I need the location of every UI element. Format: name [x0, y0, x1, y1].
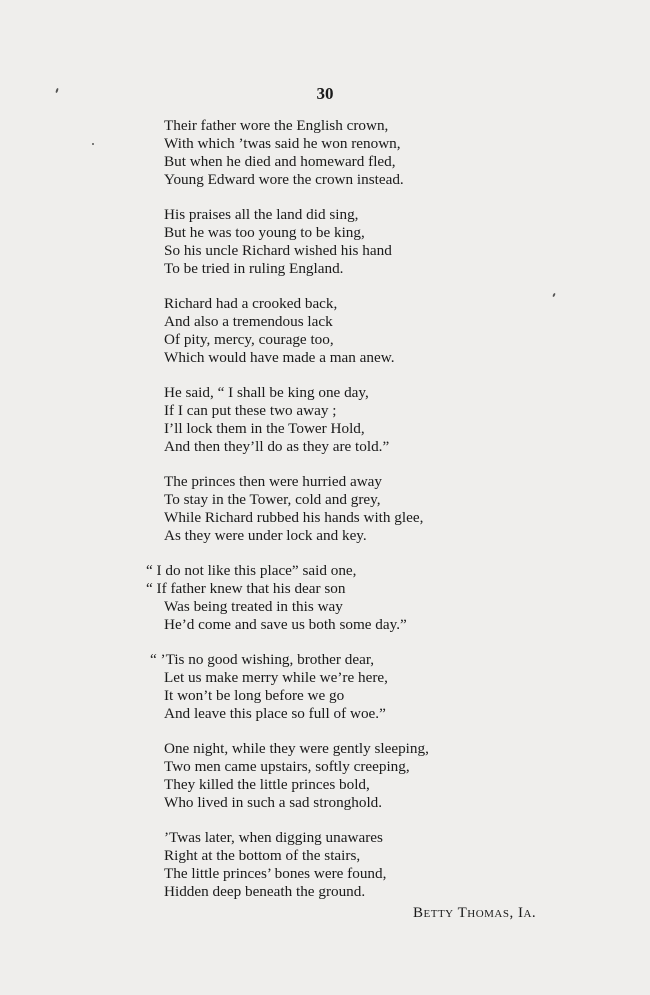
poem-line: The little princes’ bones were found, — [164, 865, 387, 882]
poem-line: Right at the bottom of the stairs, — [164, 847, 361, 864]
poem-line: “ I do not like this place” said one, — [146, 562, 357, 579]
poem-line: Let us make merry while we’re here, — [164, 669, 388, 686]
stanza — [146, 473, 586, 545]
stanza — [146, 829, 586, 901]
poem-line: One night, while they were gently sleeping, — [164, 740, 429, 757]
author-signature: Betty Thomas, Ia. — [413, 905, 537, 921]
stanza — [146, 562, 586, 634]
poem-line: ’Twas later, when digging unawares — [164, 829, 383, 846]
poem-line: And then they’ll do as they are told.” — [164, 438, 390, 455]
poem-line: Their father wore the English crown, — [164, 117, 389, 134]
poem-line: But when he died and homeward fled, — [164, 153, 396, 170]
poem-line: “ ’Tis no good wishing, brother dear, — [150, 651, 375, 668]
poem-line: So his uncle Richard wished his hand — [164, 242, 392, 259]
page-number: 30 — [316, 84, 334, 103]
poem-line: Was being treated in this way — [164, 598, 343, 615]
stanza — [146, 651, 586, 723]
poem-line: Of pity, mercy, courage too, — [164, 331, 334, 348]
poem — [146, 117, 586, 918]
poem-line: And leave this place so full of woe.” — [164, 705, 386, 722]
stanza — [146, 384, 586, 456]
poem-line: While Richard rubbed his hands with glee, — [164, 509, 424, 526]
stanza — [146, 117, 586, 189]
poem-line: Two men came upstairs, softly creeping, — [164, 758, 410, 775]
stanza — [146, 740, 586, 812]
print-speck — [92, 143, 94, 145]
stanza — [146, 206, 586, 278]
poem-line: With which ’twas said he won renown, — [164, 135, 401, 152]
poem-line: Who lived in such a sad stronghold. — [164, 794, 383, 811]
poem-line: Hidden deep beneath the ground. — [164, 883, 366, 900]
poem-line: If I can put these two away ; — [164, 402, 337, 419]
poem-line: His praises all the land did sing, — [164, 206, 359, 223]
poem-line: To be tried in ruling England. — [164, 260, 344, 277]
poem-line: As they were under lock and key. — [164, 527, 367, 544]
stanza — [146, 295, 586, 367]
poem-line: To stay in the Tower, cold and grey, — [164, 491, 381, 508]
poem-line: Richard had a crooked back, — [164, 295, 338, 312]
poem-line: The princes then were hurried away — [164, 473, 383, 490]
poem-line: Young Edward wore the crown instead. — [164, 171, 404, 188]
poem-line: And also a tremendous lack — [164, 313, 333, 330]
poem-line: He’d come and save us both some day.” — [164, 616, 407, 633]
poem-line: He said, “ I shall be king one day, — [164, 384, 369, 401]
poem-line: But he was too young to be king, — [164, 224, 365, 241]
poem-line: I’ll lock them in the Tower Hold, — [164, 420, 365, 437]
poem-line: It won’t be long before we go — [164, 687, 345, 704]
poem-line: “ If father knew that his dear son — [146, 580, 346, 597]
poem-line: They killed the little princes bold, — [164, 776, 370, 793]
poem-line: Which would have made a man anew. — [164, 349, 395, 366]
